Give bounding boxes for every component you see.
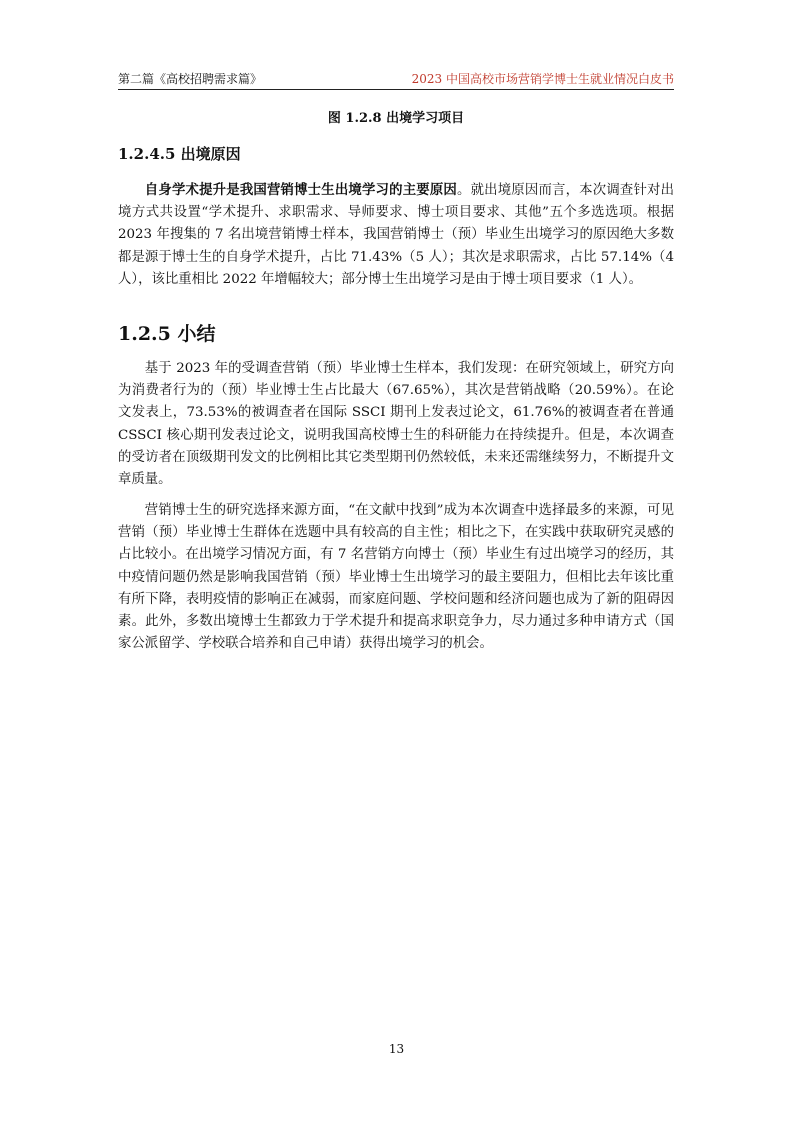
header-divider bbox=[118, 89, 674, 90]
figure-caption: 图 1.2.8 出境学习项目 bbox=[327, 111, 465, 126]
paragraph-exit-reasons bbox=[118, 179, 674, 291]
paragraph-lead-sentence: 自身学术提升是我国营销博士生出境学习的主要原因 bbox=[144, 182, 457, 198]
header-part-title: 第二篇《高校招聘需求篇》 bbox=[118, 72, 263, 86]
paragraph-body: 。就出境原因而言，本次调查针对出境方式共设置“学术提升、求职需求、导师要求、博士项目要求、其他”五个多选选项。根据 2023 年搜集的 7 名出境营销博士样本，我国营销博士（预）毕业生出境学习的原因绝大多数都是源于博士生的自身学术提升，占比 71.43%（5 人）；其次是求职需求，占比 57.14%（4 人），该比重相比 2022 年增幅较大；部分博士生出境学习是由于博士项目要求（1 人）。 bbox=[118, 183, 674, 287]
summary-paragraph-2: 营销博士生的研究选择来源方面，“在文献中找到”成为本次调查中选择最多的来源，可见营销（预）毕业博士生群体在选题中具有较高的自主性；相比之下，在实践中获取研究灵感的占比较小。在出境学习情况方面，有 7 名营销方向博士（预）毕业生有过出境学习的经历，其中疫情问题仍然是影响我国营销（预）毕业博士生出境学习的最主要阻力，但相比去年该比重有所下降，表明疫情的影响正在减弱，而家庭问题、学校问题和经济问题也成为了新的阻碍因素。此外，多数出境博士生都致力于学术提升和提高求职竞争力，尽力通过多种申请方式（国家公派留学、学校联合培养和自己申请）获得出境学习的机会。 bbox=[118, 503, 674, 652]
summary-paragraph-1: 基于 2023 年的受调查营销（预）毕业博士生样本，我们发现：在研究领域上，研究方向为消费者行为的（预）毕业博士生占比最大（67.65%），其次是营销战略（20.59%）。在论文发表上，73.53%的被调查者在国际 SSCI 期刊上发表过论文，61.76%的被调查者在普通 CSSCI 核心期刊发表过论文，说明我国高校博士生的科研能力在持续提升。但是，本次调查的受访者在顶级期刊发文的比例相比其它类型期刊仍然较低，未来还需继续努力，不断提升文章质量。 bbox=[118, 361, 674, 488]
section-heading-125: 1.2.5 小结 bbox=[118, 323, 216, 345]
section-heading-1245: 1.2.4.5 出境原因 bbox=[118, 145, 241, 163]
page-number: 13 bbox=[388, 1042, 405, 1056]
header-report-title: 2023 中国高校市场营销学博士生就业情况白皮书 bbox=[411, 72, 674, 86]
page-header bbox=[118, 70, 674, 90]
